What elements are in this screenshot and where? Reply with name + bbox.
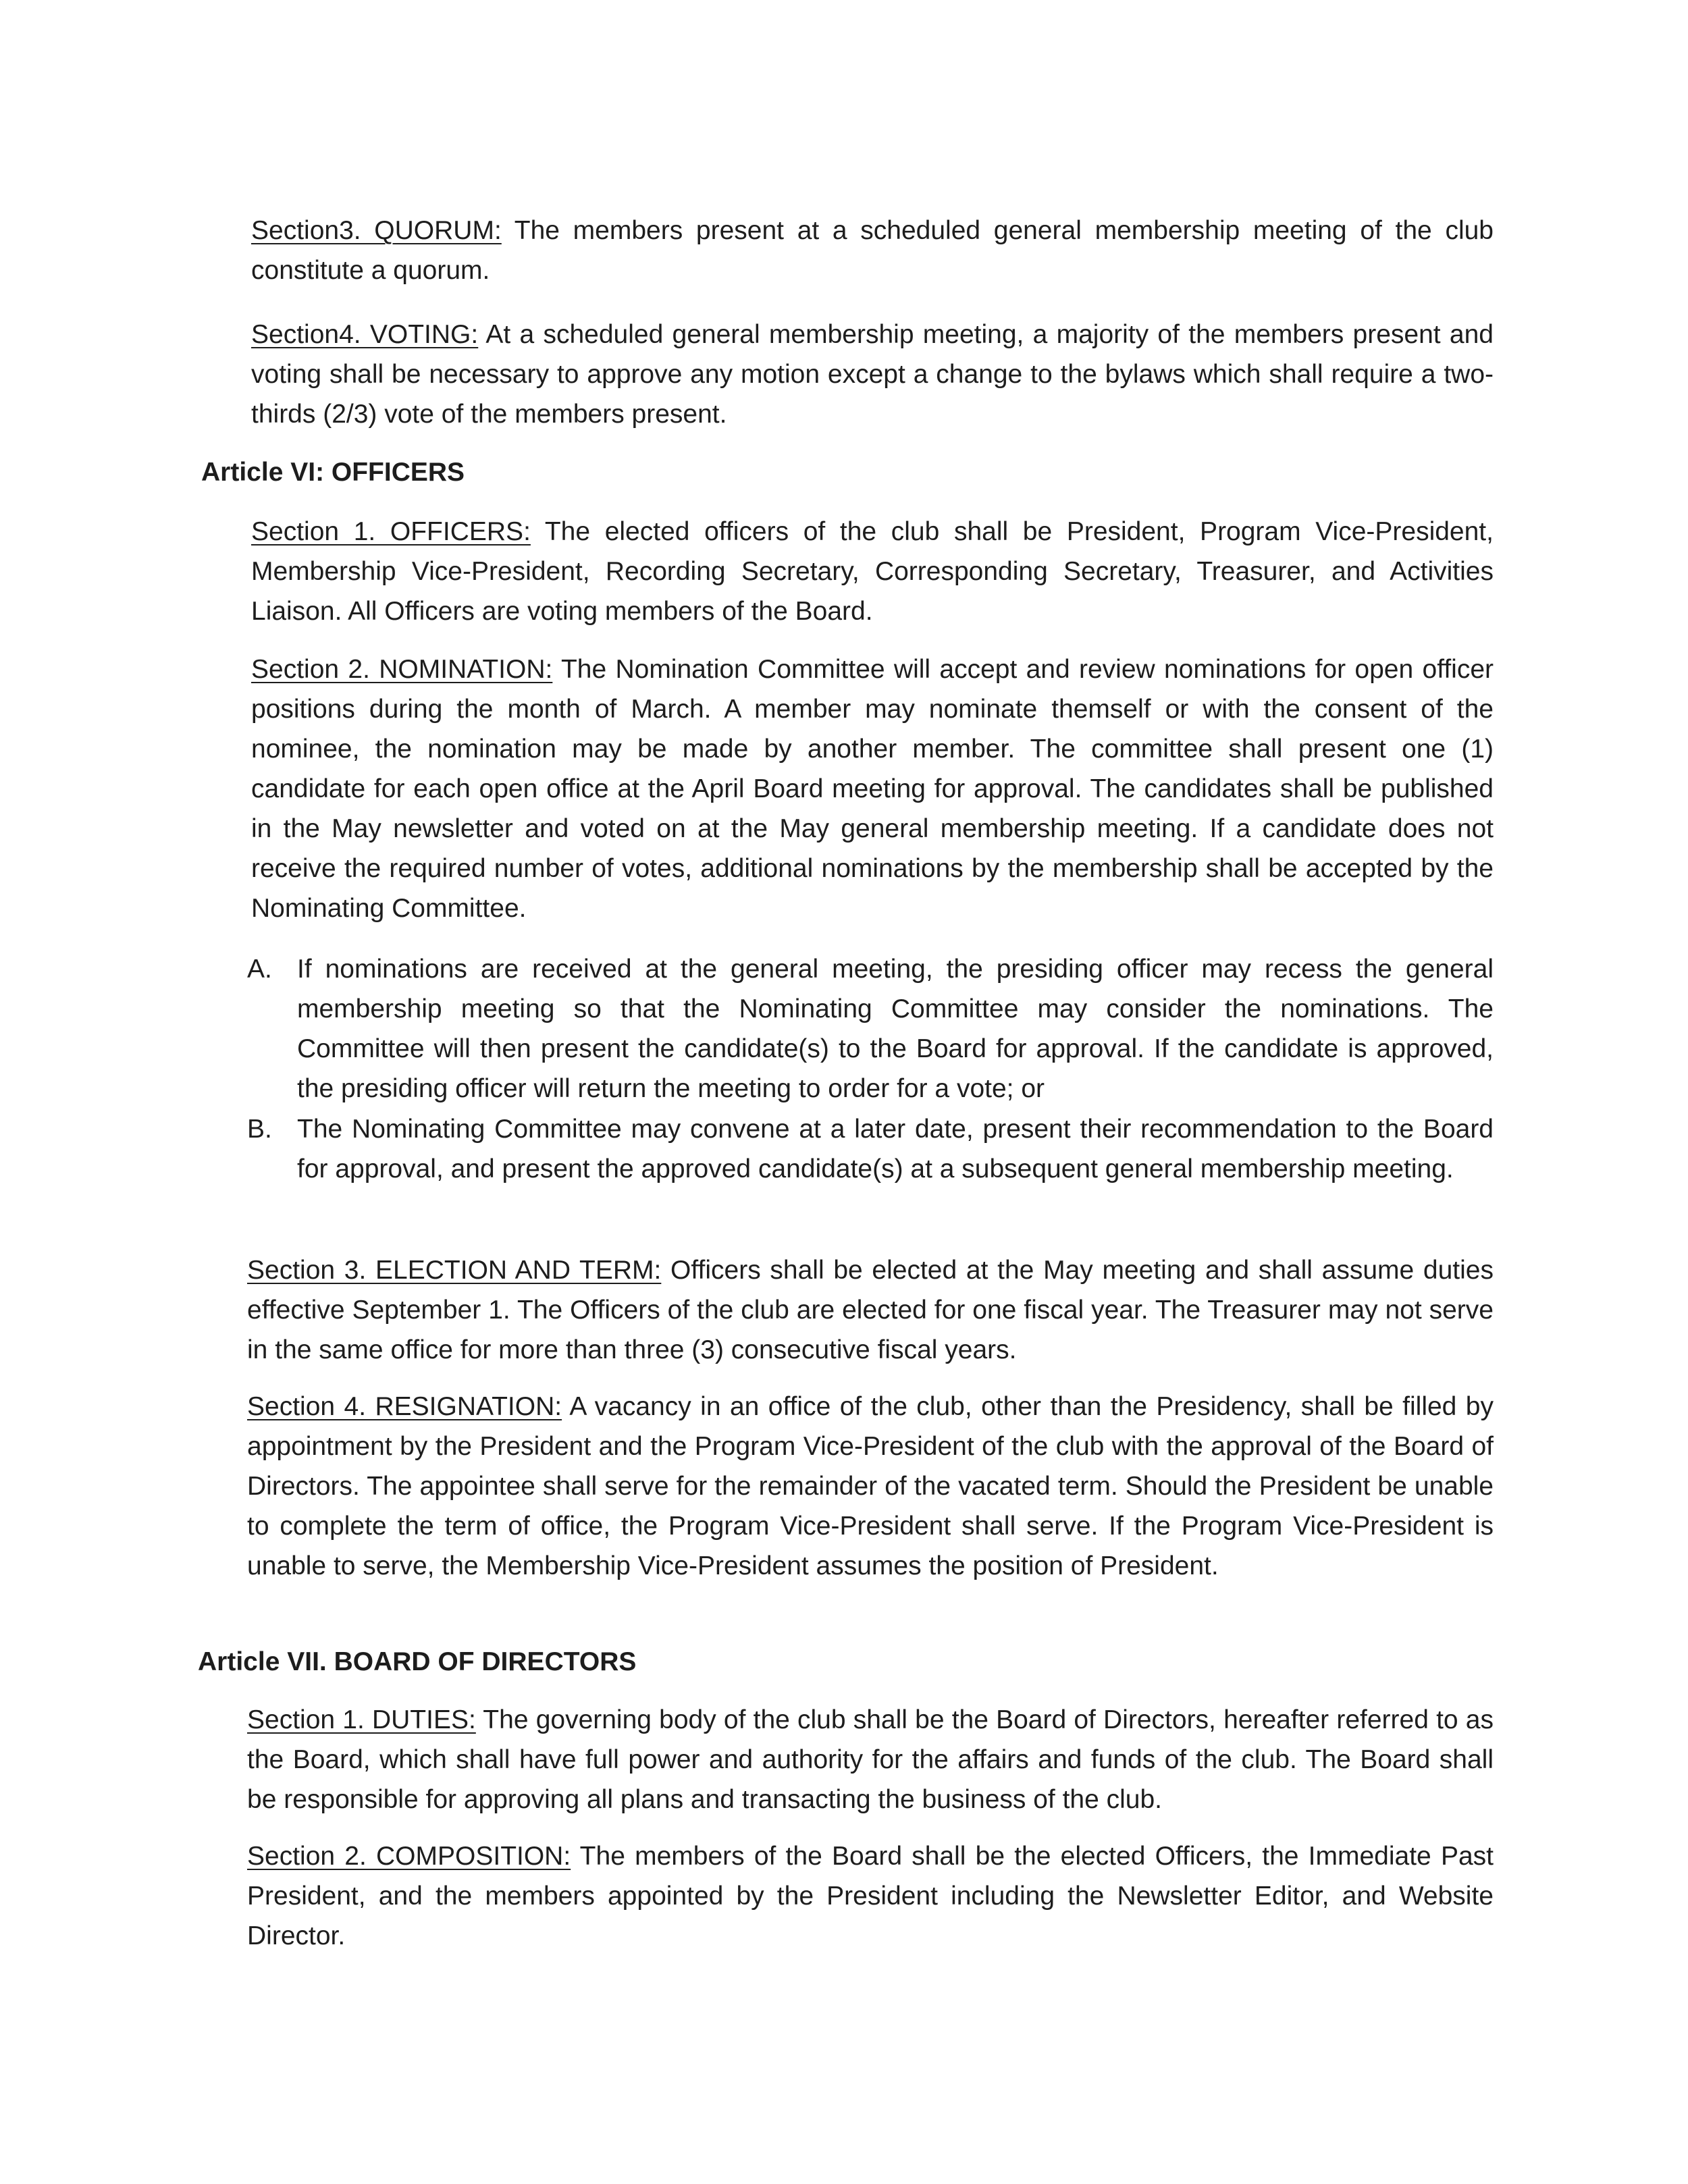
section-voting [251,315,1494,434]
section-election-term-label: Section 3. ELECTION AND TERM: [247,1256,662,1285]
section-nomination-label: Section 2. NOMINATION: [251,655,553,684]
list-marker-b: B. [247,1115,272,1144]
section-officers-label: Section 1. OFFICERS: [251,517,531,546]
section-duties [247,1700,1494,1819]
section-composition-label: Section 2. COMPOSITION: [247,1842,571,1871]
section-quorum-text: The members present at a scheduled general membership meeting of the club constitute a quorum. [251,216,1494,285]
list-item-a-text: If nominations are received at the general meeting, the presiding officer may recess the general membership meeting so that the Nominating Committee may consider the nominations. The Committee will then present the candidate(s) to the Board for approval. If the candidate is approved, the presiding officer will return the meeting to order for a vote; or [297,955,1494,1103]
section-quorum [251,211,1494,290]
section-duties-label: Section 1. DUTIES: [247,1705,476,1734]
section-resignation [247,1387,1494,1586]
section-nomination-text: The Nomination Committee will accept and review nominations for open officer positions during the month of March. A member may nominate themself or with the consent of the nominee, the nomination may be made by another member. The committee shall present one (1) candidate for each open office at the April Board meeting for approval. The candidates shall be published in the May newsletter and voted on at the May general membership meeting. If a candidate does not receive the required number of votes, additional nominations by the membership shall be accepted by the Nominating Committee. [251,655,1494,923]
section-composition [247,1836,1494,1956]
list-marker-a: A. [247,955,272,984]
section-election-term [247,1250,1494,1370]
section-nomination [251,649,1494,928]
section-resignation-text: A vacancy in an office of the club, other than the Presidency, shall be filled by appointment by the President and the Program Vice-President of the club with the approval of the Board of Directors. The appointee shall serve for the remainder of the vacated term. Should the President be unable to complete the term of office, the Program Vice-President shall serve. If the Program Vice-President is unable to serve, the Membership Vice-President assumes the position of President. [247,1392,1494,1580]
section-composition-text: The members of the Board shall be the elected Officers, the Immediate Past President, and the members appointed by the President including the Newsletter Editor, and Website Director. [247,1842,1494,1950]
article-vii-heading: Article VII. BOARD OF DIRECTORS [198,1647,637,1676]
section-election-term-text: Officers shall be elected at the May meeting and shall assume duties effective September 1. The Officers of the club are elected for one fiscal year. The Treasurer may not serve in the same office for more than three (3) consecutive fiscal years. [247,1256,1494,1364]
section-voting-text: At a scheduled general membership meeting, a majority of the members present and voting shall be necessary to approve any motion except a change to the bylaws which shall require a two-thirds (2/3) vote of the members present. [251,320,1494,429]
list-item-b [247,1109,1494,1189]
section-duties-text: The governing body of the club shall be the Board of Directors, hereafter referred to as the Board, which shall have full power and authority for the affairs and funds of the club. The Board shall be responsible for approving all plans and transacting the business of the club. [247,1705,1494,1814]
section-quorum-label: Section3. QUORUM: [251,216,502,245]
article-vi-heading: Article VI: OFFICERS [201,458,465,487]
section-voting-label: Section4. VOTING: [251,320,479,349]
section-officers-text: The elected officers of the club shall be President, Program Vice-President, Membership Vice-President, Recording Secretary, Corresponding Secretary, Treasurer, and Activities Liaison. All Officers are voting members of the Board. [251,517,1494,626]
list-item-b-text: The Nominating Committee may convene at a later date, present their recommendation to the Board for approval, and present the approved candidate(s) at a subsequent general membership meeting. [297,1115,1494,1183]
section-officers [251,512,1494,631]
section-resignation-label: Section 4. RESIGNATION: [247,1392,562,1421]
list-item-a [247,949,1494,1109]
